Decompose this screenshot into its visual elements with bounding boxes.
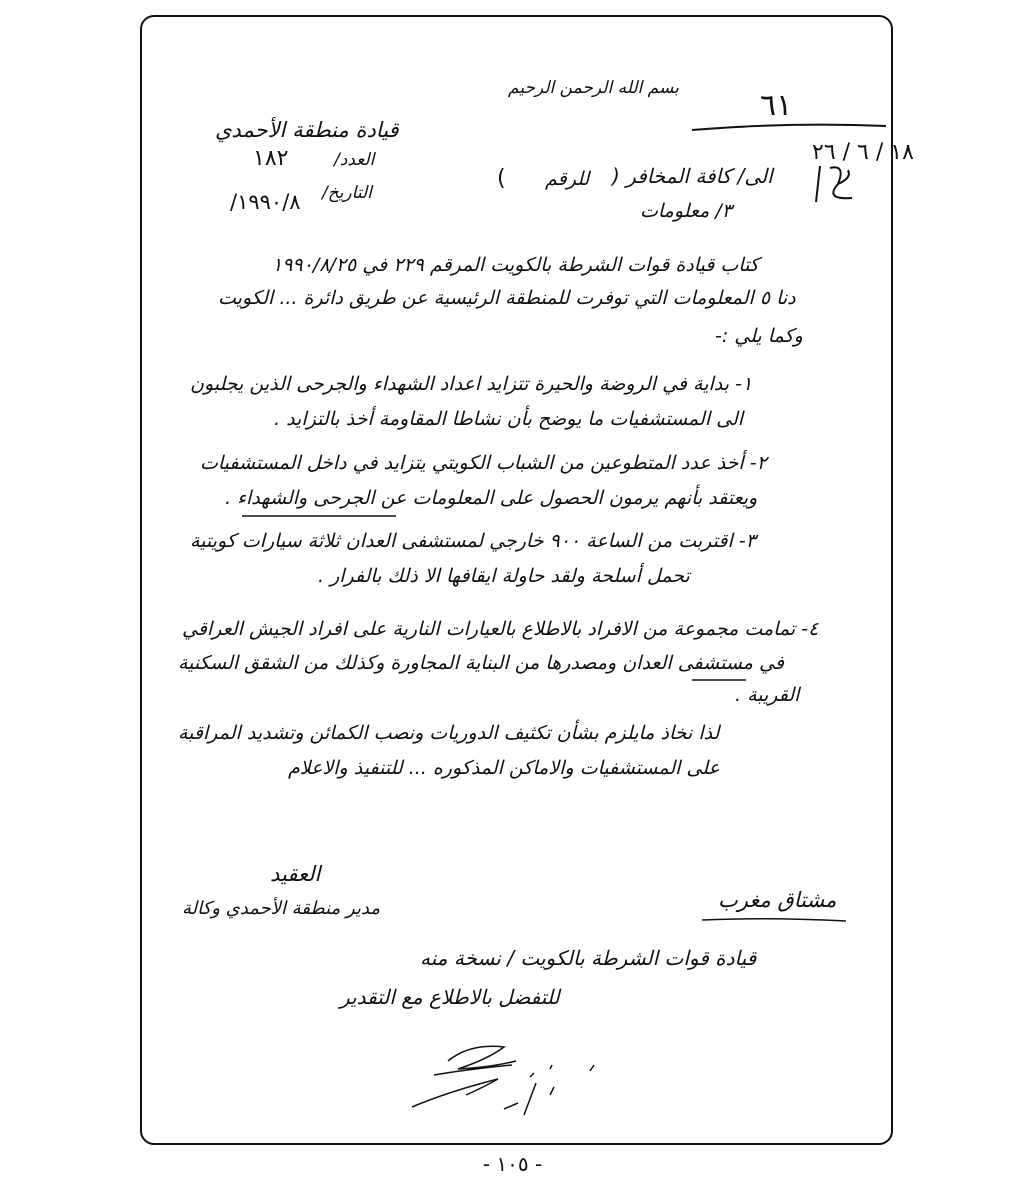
instruction-line-2: على المستشفيات والاماكن المذكوره ... للتنفيذ والاعلام bbox=[288, 757, 720, 779]
recipient-to-mark: للرقم bbox=[545, 168, 590, 190]
header-rule bbox=[690, 118, 890, 138]
point-1-line-2: الى المستشفيات ما يوضح بأن نشاطا المقاومة أخذ بالتزايد . bbox=[274, 408, 744, 430]
handwritten-signature bbox=[400, 1025, 610, 1125]
page-number: - ١٠٥ - bbox=[482, 1152, 543, 1176]
signer-underline bbox=[700, 916, 850, 924]
point-3-line-1: ٣- اقتربت من الساعة ٩٠٠ خارجي لمستشفى العدان ثلاثة سيارات كويتية bbox=[190, 530, 756, 552]
recipient-to: الى/ كافة المخافر ( bbox=[612, 164, 773, 188]
underline-point-2 bbox=[240, 512, 400, 520]
basmala: بسم الله الرحمن الرحيم bbox=[508, 78, 679, 98]
sender-number-label: العدد/ bbox=[334, 150, 375, 170]
recipient-subject: ٣/ معلومات bbox=[640, 200, 732, 222]
intro-line-2: دنا ٥ المعلومات التي توفرت للمنطقة الرئيسية عن طريق دائرة ... الكويت bbox=[218, 287, 796, 309]
underline-point-4 bbox=[690, 676, 750, 684]
handwritten-ref-18 bbox=[812, 160, 862, 210]
point-4-line-3: القريبة . bbox=[735, 684, 800, 706]
sender-unit: قيادة منطقة الأحمدي bbox=[215, 118, 399, 142]
copy-to-line-1: قيادة قوات الشرطة بالكويت / نسخة منه bbox=[420, 946, 757, 970]
instruction-line-1: لذا نخاذ مايلزم بشأن تكثيف الدوريات ونصب الكمائن وتشديد المراقبة bbox=[178, 722, 720, 744]
signer-name: مشتاق مغرب bbox=[718, 888, 837, 912]
intro-line-1: كتاب قيادة قوات الشرطة بالكويت المرقم ٢٢٩ في ١٩٩٠/٨/٢٥ bbox=[272, 254, 759, 276]
sender-date-label: التاريخ/ bbox=[322, 183, 372, 203]
sender-number-value: ١٨٢ bbox=[253, 146, 289, 171]
copy-to-line-2: للتفضل بالاطلاع مع التقدير bbox=[340, 985, 560, 1009]
point-4-line-1: ٤- تمامت مجموعة من الافراد بالاطلاع بالعيارات النارية على افراد الجيش العراقي bbox=[182, 618, 819, 640]
point-3-line-2: تحمل أسلحة ولقد حاولة ايقافها الا ذلك بالفرار . bbox=[318, 565, 690, 587]
signature-role: مدير منطقة الأحمدي وكالة bbox=[182, 898, 381, 919]
reference-number-top: ٦١ bbox=[760, 88, 793, 123]
point-1-line-1: ١- بداية في الروضة والحيرة تتزايد اعداد الشهداء والجرحى الذين يجلبون bbox=[190, 373, 753, 395]
signature-title: العقيد bbox=[270, 862, 321, 886]
recipient-to-close: ) bbox=[497, 166, 506, 191]
intro-line-3: وكما يلي :- bbox=[715, 325, 803, 347]
sender-date-value: ١٩٩٠/٨/ bbox=[230, 190, 301, 214]
reference-fraction: ١٨ / ٦ / ٢٦ bbox=[812, 140, 914, 165]
point-2-line-1: ٢- أخذ عدد المتطوعين من الشباب الكويتي يتزايد في داخل المستشفيات bbox=[200, 452, 767, 474]
point-2-line-2: ويعتقد بأنهم يرمون الحصول على المعلومات عن الجرحى والشهداء . bbox=[225, 487, 758, 509]
point-4-line-2: في مستشفى العدان ومصدرها من البناية المجاورة وكذلك من الشقق السكنية bbox=[178, 652, 784, 674]
